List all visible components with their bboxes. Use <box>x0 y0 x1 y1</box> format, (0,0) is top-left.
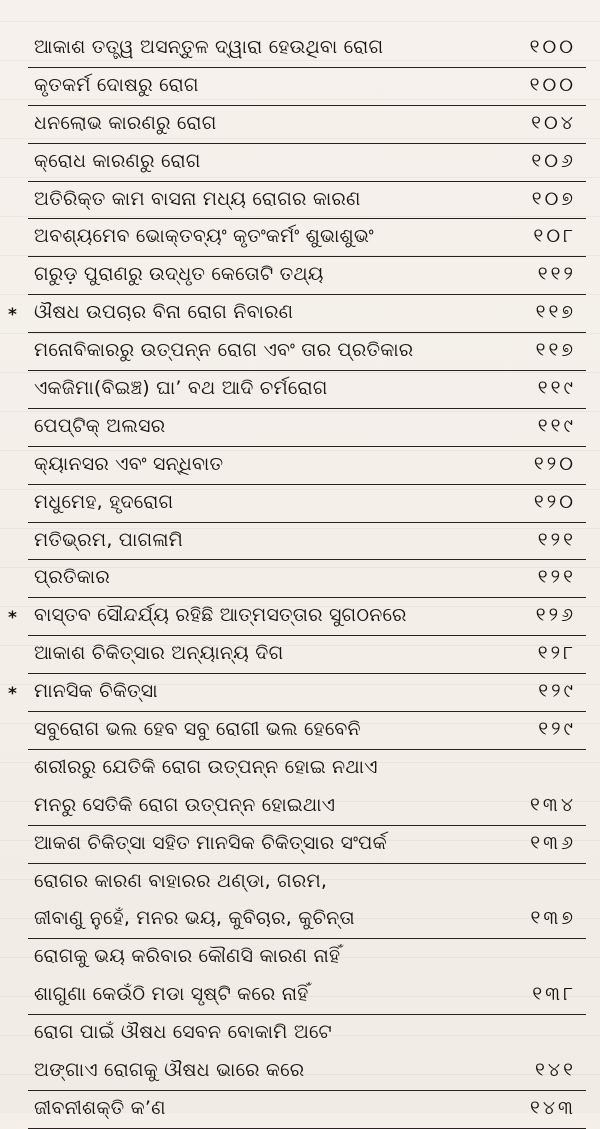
toc-entry <box>0 674 600 712</box>
toc-entry <box>0 901 600 939</box>
star-marker: * <box>8 305 17 326</box>
toc-entry <box>0 977 600 1015</box>
toc-entry <box>0 371 600 409</box>
toc-entry-title: କ୍ରୋଧ କାରଣରୁ ରୋଗ <box>34 149 201 172</box>
toc-entry-title: ଆକାଶ ତତ୍ତ୍ୱ ଅସନ୍ତୁଳ ଦ୍ୱାରା ହେଉଥିବା ରୋଗ <box>34 36 384 58</box>
toc-entry-page: ୧୨୬ <box>535 604 576 627</box>
star-marker: * <box>8 608 17 629</box>
toc-entry <box>0 295 600 333</box>
toc-entry-title: ମଧୁମେହ, ହୃଦରୋଗ <box>34 490 174 513</box>
toc-entry-page: ୧୨୮ <box>537 642 576 665</box>
toc-entry <box>0 257 600 295</box>
toc-entry <box>0 598 600 636</box>
toc-entry <box>0 939 600 977</box>
toc-entry-title: କୃତକର୍ମ ଦୋଷରୁ ରୋଗ <box>34 73 199 96</box>
toc-entry <box>0 144 600 182</box>
toc-entry-title: ରୋଗକୁ ଭୟ କରିବାର କୌଣସି କାରଣ ନାହିଁ <box>34 945 341 968</box>
toc-entry <box>0 30 600 68</box>
toc-entry <box>0 409 600 447</box>
toc-entry <box>0 1015 600 1053</box>
toc-entry-page: ୧୨୧ <box>537 528 576 551</box>
toc-entry-page: ୧୧୭ <box>535 339 576 362</box>
toc-entry-page: ୧୦୬ <box>531 149 576 172</box>
toc-entry <box>0 523 600 561</box>
toc-entry-title: ଔଷଧ ଉପଚାର ବିନା ରୋଗ ନିବାରଣ <box>34 301 294 324</box>
toc-entry-title: କ୍ୟାନସର ଏବଂ ସନ୍ଧିବାତ <box>34 452 224 475</box>
star-marker: * <box>8 684 17 705</box>
toc-entry <box>0 333 600 371</box>
toc-entry-page: ୧୨୯ <box>538 718 576 741</box>
toc-entry-page: ୧୦୮ <box>533 225 576 248</box>
toc-entry-title: ଜୀବାଣୁ ନୁହେଁ, ମନର ଭୟ, କୁବିଚାର, କୁଚିନ୍ତା <box>34 907 355 930</box>
toc-entry <box>0 68 600 106</box>
toc-entry-title: ଶାଗୁଣା କେଉଁଠି ମଡା ସୃଷ୍ଟି କରେ ନାହିଁ <box>34 983 309 1006</box>
toc-entry <box>0 447 600 485</box>
toc-entry-title: ସବୁରୋଗ ଭଲ ହେବ ସବୁ ରୋଗୀ ଭଲ ହେବେନି <box>34 718 361 741</box>
toc-entry <box>0 712 600 750</box>
toc-entry-title: ଅତିରିକ୍ତ କାମ ବାସନା ମଧ୍ୟ ରୋଗର କାରଣ <box>34 187 361 210</box>
toc-entry-page: ୧୨୧ <box>537 566 576 589</box>
toc-entry-page: ୧୩୬ <box>530 831 576 854</box>
toc-entry-title: ଜୀବନୀଶକ୍ତି କ’ଣ <box>34 1096 166 1119</box>
toc-entry-title: ମନୋବିକାରରୁ ଉତ୍ପନ୍ନ ରୋଗ ଏବଂ ତାର ପ୍ରତିକାର <box>34 339 414 362</box>
toc-entry-page: ୧୧୯ <box>537 414 576 437</box>
toc-entry-title: ଆକାଶ ଚିକିତ୍ସାର ଅନ୍ୟାନ୍ୟ ଦିଗ <box>34 642 284 665</box>
toc-entry <box>0 182 600 220</box>
toc-entry-title: ଅବଶ୍ୟମେବ ଭୋକ୍ତବ୍ୟଂ କୃତଂକର୍ମଂ ଶୁଭାଶୁଭଂ <box>34 225 374 248</box>
table-of-contents <box>0 30 600 1129</box>
toc-entry-title: ମାନସିକ ଚିକିତ୍ସା <box>34 680 158 703</box>
toc-entry-title: ମନରୁ ସେତିକି ରୋଗ ଉତ୍ପନ୍ନ ହୋଇଥାଏ <box>34 793 336 816</box>
toc-entry <box>0 864 600 902</box>
toc-entry-page: ୧୩୮ <box>532 983 576 1006</box>
toc-entry-page: ୧୧୯ <box>537 377 576 400</box>
toc-entry-page: ୧୦୦ <box>529 36 576 58</box>
toc-entry-page: ୧୨୦ <box>533 490 576 513</box>
toc-entry-title: ଏକଜିମା(ବିଇଞ୍ଚ) ଘା’ ବଥ ଆଦି ଚର୍ମରୋଗ <box>34 377 328 400</box>
toc-entry-title: ଗରୁଡ଼ ପୁରାଣରୁ ଉଦ୍ଧୃତ କେତୋଟି ତଥ୍ୟ <box>34 263 324 286</box>
toc-entry <box>0 485 600 523</box>
toc-entry-page: ୧୩୭ <box>530 907 576 930</box>
toc-entry <box>0 636 600 674</box>
toc-entry-page: ୧୧୭ <box>535 301 576 324</box>
toc-entry-page: ୧୦୪ <box>531 111 576 134</box>
toc-entry-title: ବାସ୍ତବ ସୌନ୍ଦର୍ଯ୍ୟ ରହିଛି ଆତ୍ମସତ୍ତାର ସୁଗଠନରେ <box>34 604 407 627</box>
toc-entry-page: ୧୧୨ <box>537 263 576 286</box>
toc-entry <box>0 219 600 257</box>
toc-entry <box>0 826 600 864</box>
toc-entry-page: ୧୨୦ <box>533 452 576 475</box>
toc-entry-title: ରୋଗ ପାଇଁ ଔଷଧ ସେବନ ବୋକାମି ଅଟେ <box>34 1021 332 1044</box>
toc-entry-title: ରୋଗର କାରଣ ବାହାରର ଥଣ୍ଡା, ଗରମ, <box>34 869 328 892</box>
toc-entry-page: ୧୦୭ <box>531 187 576 210</box>
toc-entry-page: ୧୨୯ <box>538 680 576 703</box>
toc-entry-page: ୧୩୪ <box>529 793 576 816</box>
toc-entry-title: ଧନଲୋଭ କାରଣରୁ ରୋଗ <box>34 111 217 134</box>
toc-entry-title: ମତିଭ୍ରମ, ପାଗଳାମି <box>34 528 184 551</box>
toc-entry-title: ଅଙ୍ଗାଏ ରୋଗକୁ ଔଷଧ ଭାରେ କରେ <box>34 1059 305 1082</box>
toc-entry-title: ଆକଶ ଚିକିତ୍ସା ସହିତ ମାନସିକ ଚିକିତ୍ସାର ସଂପର୍କ <box>34 831 387 854</box>
toc-entry-page: ୧୪୩ <box>529 1096 576 1119</box>
toc-entry <box>0 106 600 144</box>
toc-entry <box>0 1053 600 1091</box>
toc-entry-title: ପ୍ରତିକାର <box>34 566 110 589</box>
toc-entry <box>0 560 600 598</box>
toc-entry-title: ପେପ୍ଟିକ୍ ଅଲସର <box>34 414 166 437</box>
toc-entry <box>0 788 600 826</box>
toc-entry-title: ଶରୀରରୁ ଯେତିକି ରୋଗ ଉତ୍ପନ୍ନ ହୋଇ ନଥାଏ <box>34 755 378 778</box>
toc-entry-page: ୧୦୦ <box>529 73 576 96</box>
toc-entry <box>0 750 600 788</box>
toc-entry-page: ୧୪୧ <box>535 1059 576 1082</box>
toc-entry <box>0 1091 600 1129</box>
